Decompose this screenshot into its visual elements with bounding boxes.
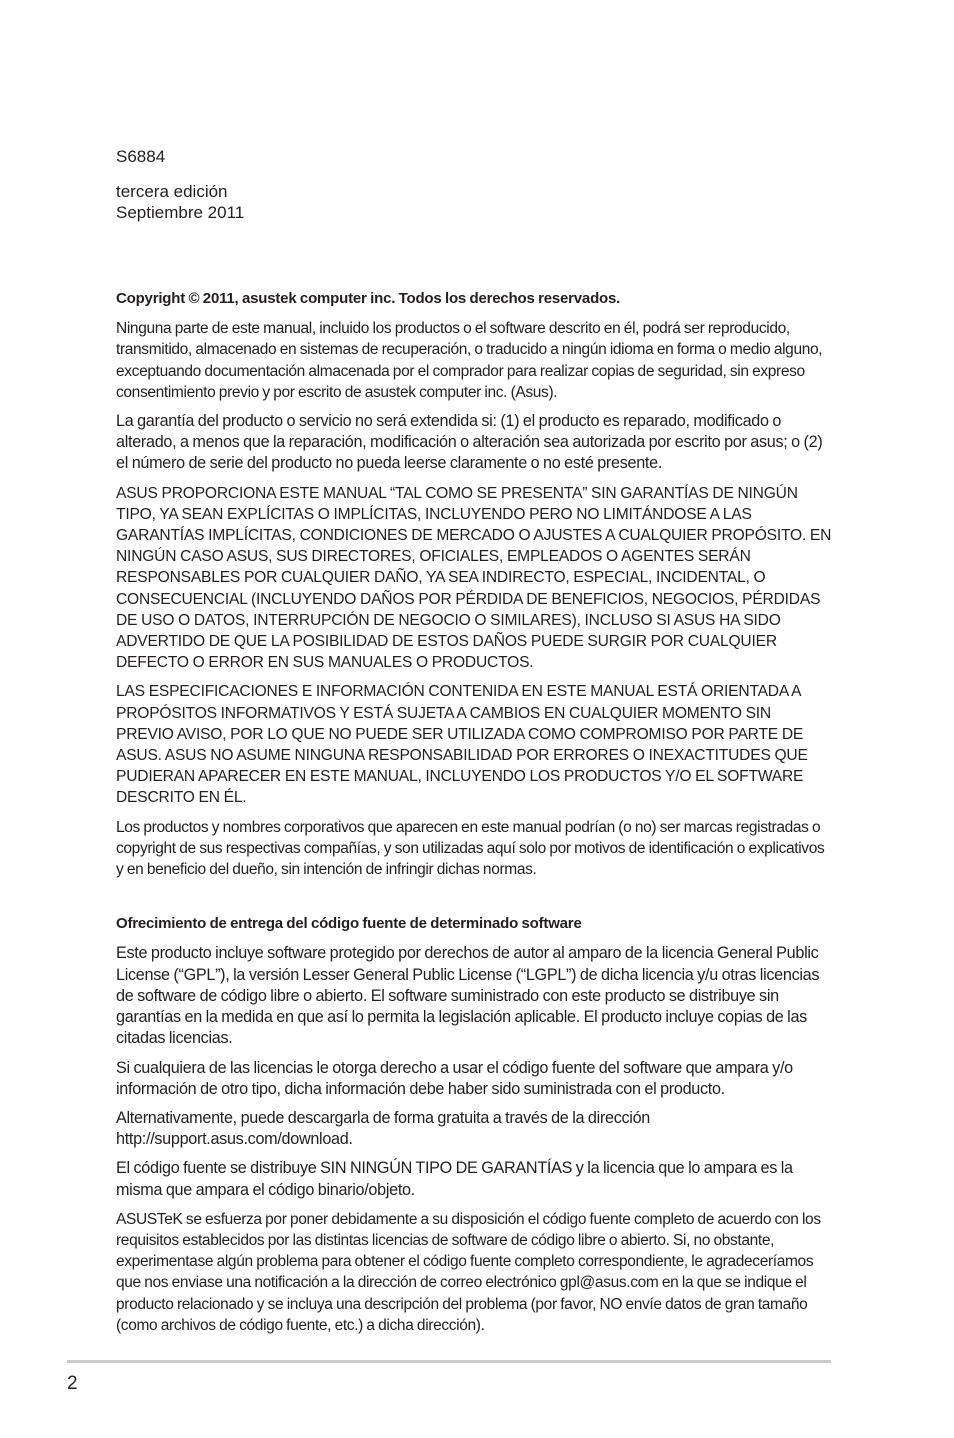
disclaimer-paragraph: ASUS PROPORCIONA ESTE MANUAL “TAL COMO SE PRESENTA” SIN GARANTÍAS DE NINGÚN TIPO, YA SEAN EXPLÍCITAS O IMPLÍCITAS, INCLUYENDO PERO NO LIMITÁNDOSE A LAS GARANTÍAS IMPLÍCITAS, CONDICIONES DE MERCADO O AJUSTES A CUALQUIER PROPÓSITO. EN NINGÚN CASO ASUS, SUS DIRECTORES, OFICIALES, EMPLEADOS O AGENTES SERÁN RESPONSABLES POR CUALQUIER DAÑO, YA SEA INDIRECTO, ESPECIAL, INCIDENTAL, O CONSECUENCIAL (INCLUYENDO DAÑOS POR PÉRDIDA DE BENEFICIOS, NEGOCIOS, PÉRDIDAS DE USO O DATOS, INTERRUPCIÓN DE NEGOCIO O SIMILARES), INCLUSO SI ASUS HA SIDO ADVERTIDO DE QUE LA POSIBILIDAD DE ESTOS DAÑOS PUEDE SURGIR POR CUALQUIER DEFECTO O ERROR EN SUS MANUALES O PRODUCTOS. (116, 484, 832, 672)
download-paragraph: Alternativamente, puede descargarla de forma gratuita a través de la dirección http://support.asus.com/download. (116, 1108, 650, 1149)
gpl-paragraph: Este producto incluye software protegido por derechos de autor al amparo de la licencia General Public License (“GPL”), la versión Lesser General Public License (“LGPL”) de dicha licencia y/u otras licencias de software de código libre o abierto. El software suministrado con este producto se distribuye sin garantías en la medida en que así lo permita la legislación aplicable. El producto incluye copias de las citadas licencias. (116, 944, 820, 1048)
edition-date: Septiembre 2011 (116, 203, 245, 222)
license-rights-paragraph: Si cualquiera de las licencias le otorga derecho a usar el código fuente del software que ampara y/o información de otro tipo, dicha información debe haber sido suministrada con el producto. (116, 1058, 793, 1098)
page-number: 2 (67, 1373, 78, 1394)
copyright-heading: Copyright © 2011, asustek computer inc. Todos los derechos reservados. (116, 290, 621, 307)
source-code-heading: Ofrecimiento de entrega del código fuente de determinado software (116, 915, 582, 933)
edition-number: tercera edición (116, 182, 228, 201)
trademarks-paragraph: Los productos y nombres corporativos que aparecen en este manual podrían (o no) ser marcas registradas o copyright de sus respectivas compañías, y son utilizadas aquí solo por motivos de identificación o explicativos y en beneficio del dueño, sin intención de infringir dichas normas. (116, 818, 825, 879)
copyright-paragraph: Ninguna parte de este manual, incluido los productos o el software descrito en él, podrá ser reproducido, transmitido, almacenado en sistemas de recuperación, o traducido a ningún idioma en forma o medio alguno, exceptuando documentación almacenada por el comprador para realizar copias de seguridad, sin expreso consentimiento previo y por escrito de asustek computer inc. (Asus). (116, 320, 823, 401)
legal-content (116, 288, 832, 1344)
edition-block (116, 146, 816, 223)
footer-divider (67, 1360, 831, 1363)
warranty-paragraph: La garantía del producto o servicio no será extendida si: (1) el producto es reparado, modificado o alterado, a menos que la reparación, modificación o alteración sea autorizada por escrito por asus; o (2) el número de serie del producto no pueda leerse claramente o no esté presente. (116, 412, 823, 473)
specifications-paragraph: LAS ESPECIFICACIONES E INFORMACIÓN CONTENIDA EN ESTE MANUAL ESTÁ ORIENTADA A PROPÓSITOS INFORMATIVOS Y ESTÁ SUJETA A CAMBIOS EN CUALQUIER MOMENTO SIN PREVIO AVISO, POR LO QUE NO PUEDE SER UTILIZADA COMO COMPROMISO POR PARTE DE ASUS. ASUS NO ASUME NINGUNA RESPONSABILIDAD POR ERRORES O INEXACTITUDES QUE PUDIERAN APARECER EN ESTE MANUAL, INCLUYENDO LOS PRODUCTOS Y/O EL SOFTWARE DESCRITO EN ÉL. (116, 683, 808, 807)
contact-paragraph: ASUSTeK se esfuerza por poner debidamente a su disposición el código fuente completo de acuerdo con los requisitos establecidos por las distintas licencias de software de código libre o abierto. Si, no obstante, experimentase algún problema para obtener el código fuente completo correspondiente, le agradeceríamos que nos enviase una notificación a la dirección de correo electrónico gpl@asus.com en la que se indique el producto relacionado y se incluya una descripción del problema (por favor, NO envíe datos de gran tamaño (como archivos de código fuente, etc.) a dicha dirección). (116, 1210, 821, 1334)
section-gap (116, 888, 832, 913)
manual-code: S6884 (116, 147, 166, 166)
no-warranty-paragraph: El código fuente se distribuye SIN NINGÚN TIPO DE GARANTÍAS y la licencia que lo ampara es la misma que ampara el código binario/objeto. (116, 1159, 793, 1199)
